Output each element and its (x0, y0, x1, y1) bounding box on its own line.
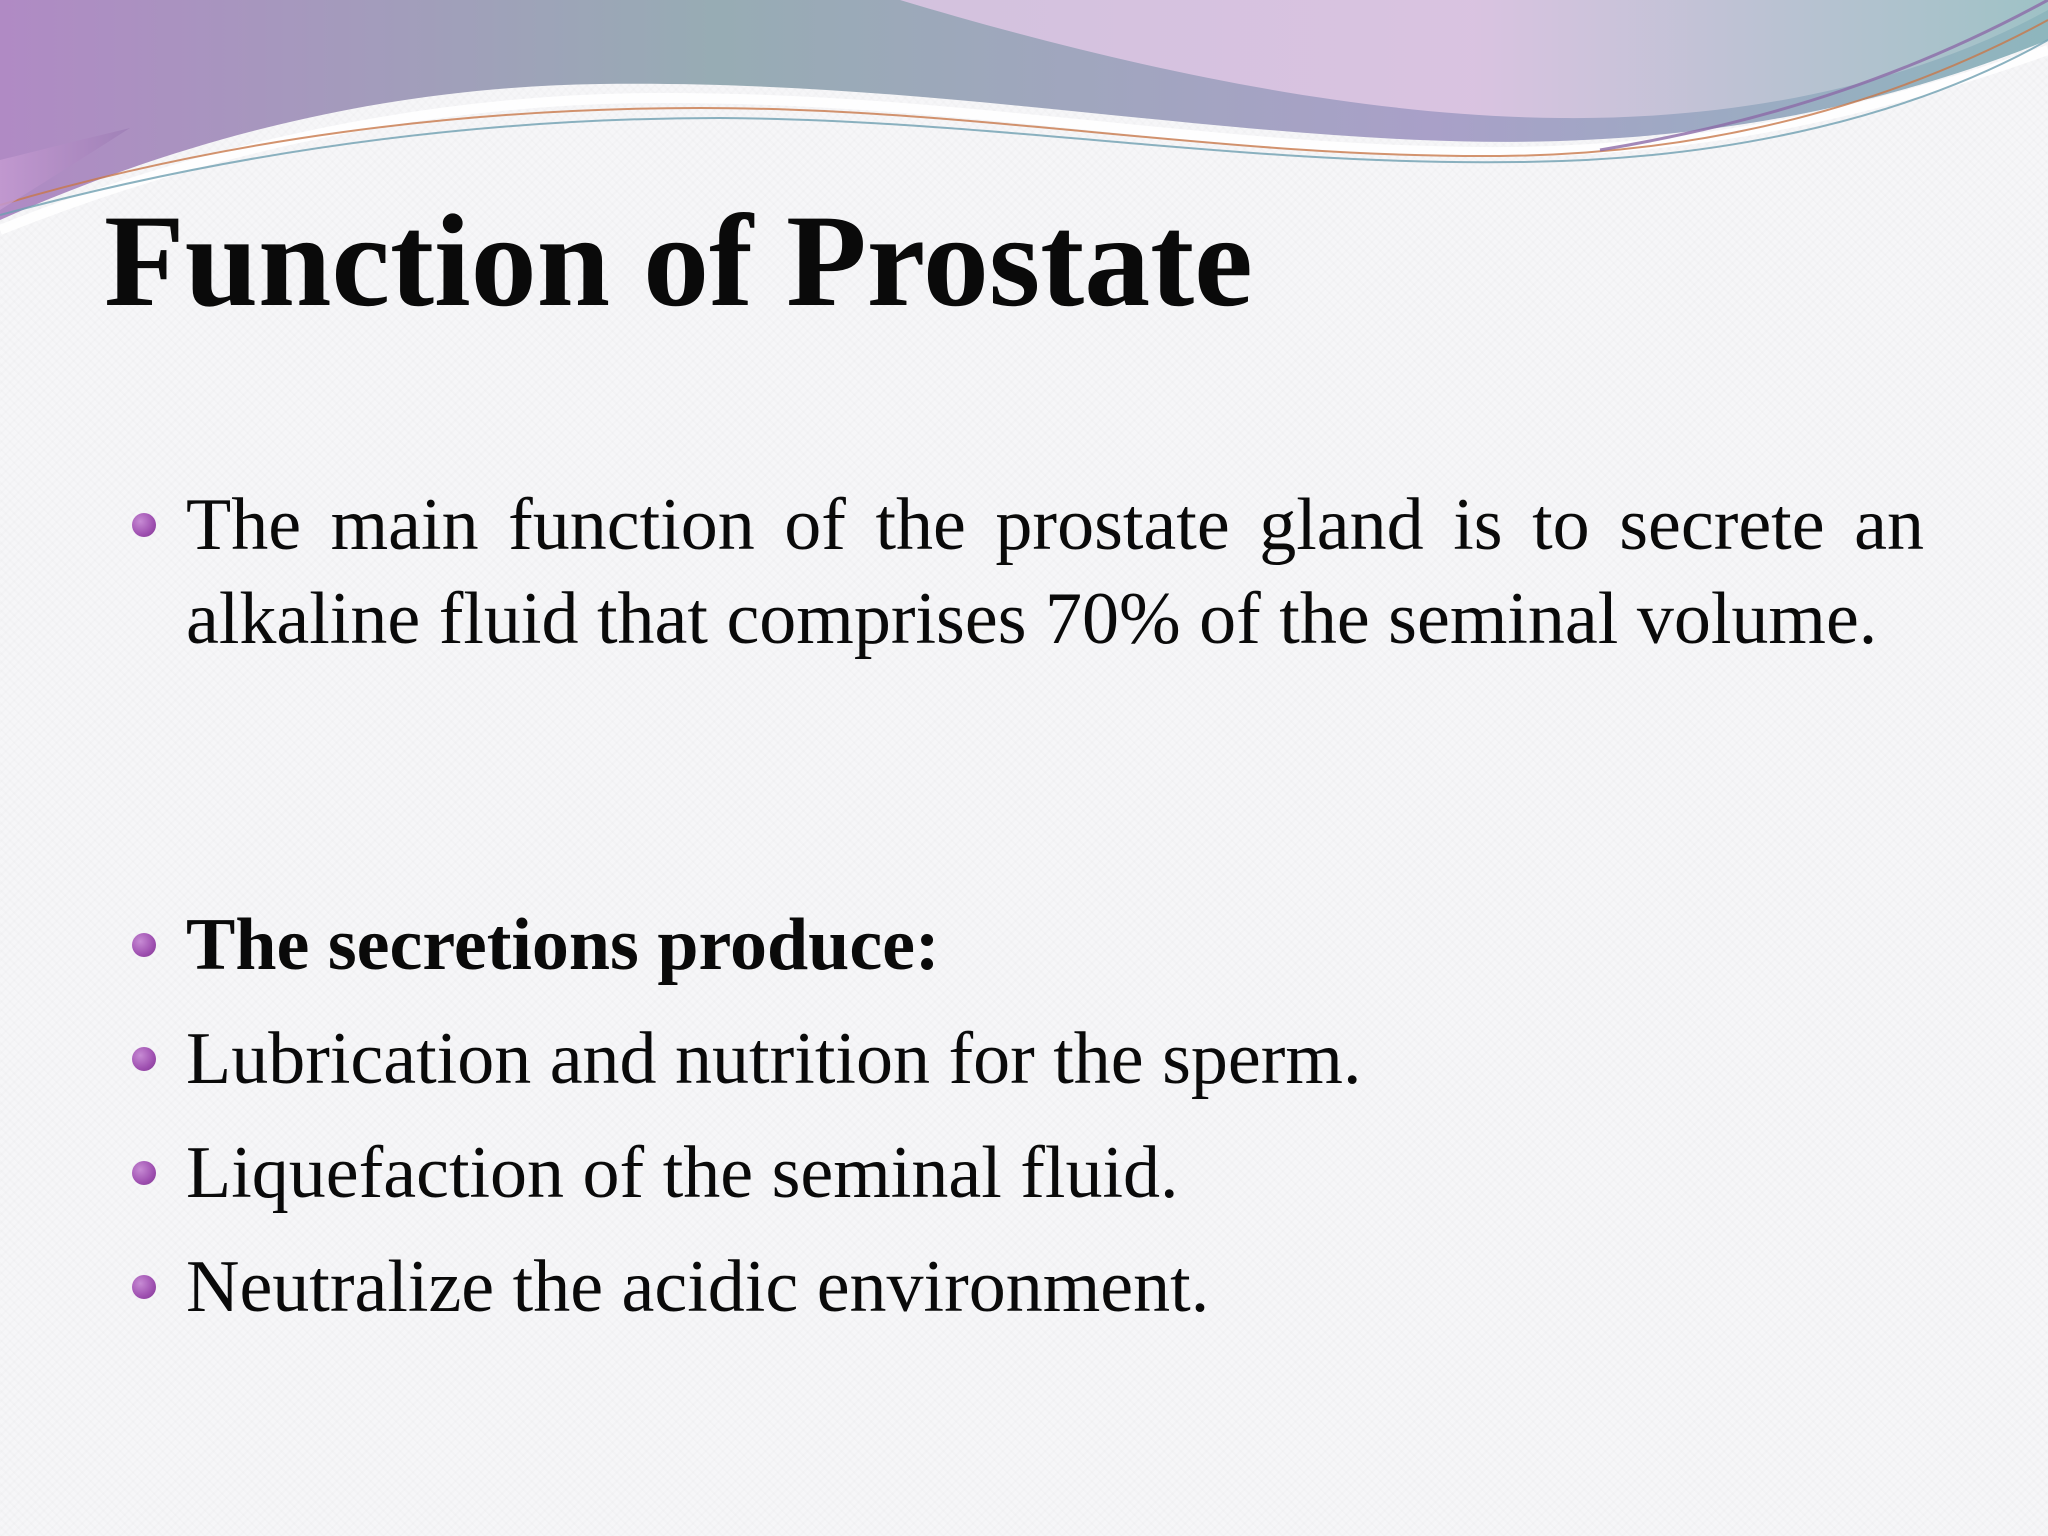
bullet-dot-icon (132, 513, 156, 537)
slide-title: Function of Prostate (104, 187, 1253, 334)
bullet-dot-icon (132, 1275, 156, 1299)
bullet-dot-icon (132, 933, 156, 957)
bullet-text: The secretions produce: (186, 904, 940, 986)
bullet-text: Lubrication and nutrition for the sperm. (186, 1018, 1362, 1100)
bullet-item-liquefaction (186, 1126, 1179, 1220)
bullet-item-secretions-heading (186, 898, 940, 992)
bullet-text: Liquefaction of the seminal fluid. (186, 1132, 1179, 1214)
bullet-item-main-function (186, 478, 1924, 666)
bullet-text: The main function of the prostate gland is to secrete an alkaline fluid that comprises 70% of the seminal volume. (186, 484, 1924, 660)
bullet-item-lubrication (186, 1012, 1361, 1106)
bullet-text: Neutralize the acidic environment. (186, 1246, 1210, 1328)
bullet-dot-icon (132, 1047, 156, 1071)
bullet-item-neutralize (186, 1240, 1209, 1334)
bullet-dot-icon (132, 1161, 156, 1185)
